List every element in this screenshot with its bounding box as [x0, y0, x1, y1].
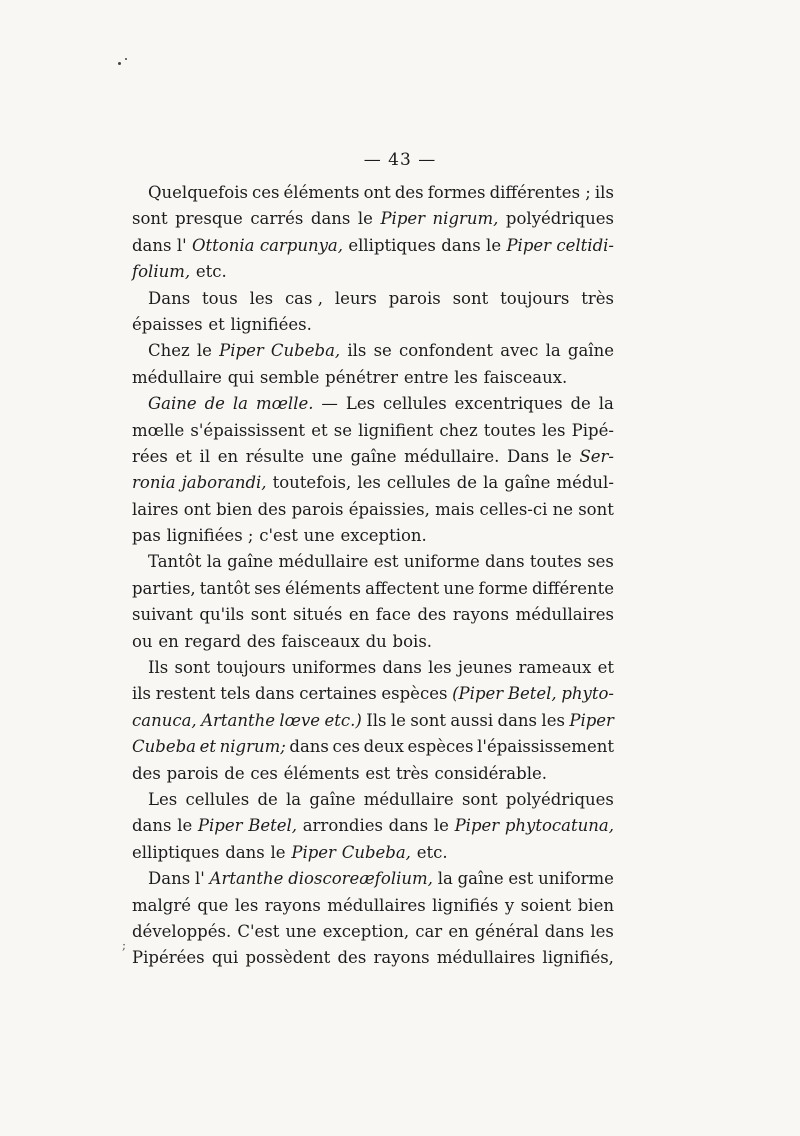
word: tous [202, 288, 238, 308]
word: s'épaississent [190, 420, 306, 440]
word: rameaux [518, 658, 592, 678]
word: toujours [500, 288, 570, 308]
word: dans [485, 552, 525, 572]
word: ou [132, 631, 153, 651]
word: se [373, 341, 392, 361]
word: éléments [285, 578, 361, 598]
italic-word: ronia [132, 473, 176, 493]
word: des [394, 183, 424, 202]
word: — [321, 394, 338, 414]
word: lignifiées ; [166, 526, 254, 546]
text-line [132, 576, 614, 602]
word: etc. [416, 842, 448, 862]
word: il [199, 446, 211, 466]
text-line [132, 312, 614, 338]
word: avec [500, 341, 539, 361]
word: la [545, 341, 561, 361]
word: Ils [366, 710, 387, 730]
word: bien [216, 499, 253, 519]
text-line [132, 893, 614, 919]
text-line [132, 470, 614, 496]
word: car [415, 921, 443, 941]
text-line [132, 945, 614, 971]
italic-word: canuca, [132, 710, 197, 730]
italic-word: folium, [132, 262, 191, 282]
word: est [508, 869, 534, 889]
word: le [177, 816, 193, 836]
word: uniforme [538, 869, 614, 889]
word: parois [388, 288, 441, 308]
word: gaîne [309, 789, 356, 809]
word: sont [250, 605, 287, 625]
word: ces [250, 763, 278, 783]
word: qu'ils [199, 605, 245, 625]
italic-word: Cubeba [132, 737, 196, 757]
text-line [132, 418, 614, 444]
italic-word: dioscoreæfolium, [288, 869, 433, 889]
word: suivant [132, 605, 193, 625]
text-line [132, 787, 614, 813]
word: une [303, 526, 335, 546]
word: gaîne [567, 341, 614, 361]
word: formes [427, 183, 486, 202]
word: la [483, 473, 499, 493]
word: C'est [237, 921, 280, 941]
word: faisceaux [281, 631, 360, 651]
word: Pipérées [132, 948, 205, 968]
word: ces [252, 183, 280, 202]
word: entre [403, 367, 449, 387]
word: le [433, 816, 449, 836]
word: l' [176, 235, 187, 255]
word: ont [183, 499, 211, 519]
word: l' [194, 869, 205, 889]
word: la [206, 552, 222, 572]
word: médullaires [327, 895, 426, 915]
word: tantôt [199, 578, 251, 598]
word: une [443, 578, 475, 598]
text-line [132, 919, 614, 945]
word: mœlle [132, 420, 185, 440]
word: les [428, 658, 452, 678]
word: aussi [450, 710, 494, 730]
word: sont [174, 658, 211, 678]
word: dans [255, 684, 295, 704]
word: médullaires [436, 948, 536, 968]
text-line [132, 391, 614, 417]
text-line [132, 734, 614, 760]
word: espèces [381, 684, 448, 704]
word: de [456, 473, 478, 493]
text-line [132, 286, 614, 312]
text-line [132, 259, 614, 285]
word: forme [478, 578, 528, 598]
word: ont [363, 183, 391, 202]
italic-word: Piper [569, 710, 614, 730]
word: lignifient [358, 420, 434, 440]
word: de [257, 789, 278, 809]
word: dans [132, 816, 172, 836]
text-line [132, 813, 614, 839]
word: épaisses [132, 314, 203, 334]
word: médullaires [515, 605, 614, 625]
word: très [581, 288, 614, 308]
italic-word: Ottonia [192, 235, 255, 255]
ink-speck [125, 58, 127, 60]
word: gaîne [227, 552, 274, 572]
word: chez [439, 420, 478, 440]
word: ses [254, 578, 281, 598]
italic-word: mœlle. [255, 394, 314, 414]
italic-word: de [204, 394, 225, 414]
word: gaîne [457, 869, 504, 889]
word: carrés [250, 209, 304, 229]
italic-word: Piper [506, 235, 552, 255]
word: médullaire [132, 367, 222, 387]
text-line [132, 523, 614, 549]
word: polyédriques [505, 789, 614, 809]
word: médullaire [363, 789, 454, 809]
word: les [357, 473, 381, 493]
word: Les [345, 394, 376, 414]
word: ils [347, 341, 367, 361]
italic-word: Piper [219, 341, 264, 361]
word: des [417, 605, 447, 625]
word: Dans [148, 869, 191, 889]
word: Ils [148, 658, 169, 678]
word: le [556, 446, 572, 466]
word: considérable. [434, 763, 547, 783]
word: bois. [392, 631, 433, 651]
italic-word: phyto- [561, 684, 614, 704]
italic-word: Cubeba, [270, 341, 341, 361]
text-line [132, 602, 614, 628]
word: parois [166, 763, 219, 783]
text-line [132, 761, 614, 787]
word: rayons [452, 605, 509, 625]
italic-word: Gaine [148, 394, 197, 414]
word: une [285, 921, 317, 941]
text-line [132, 549, 614, 575]
word: en [448, 921, 469, 941]
word: polyédriques [505, 209, 614, 229]
word: y [504, 895, 515, 915]
word: excentriques [454, 394, 563, 414]
italic-word: etc.) [324, 710, 362, 730]
word: en [348, 605, 370, 625]
word: jeunes [457, 658, 513, 678]
word: le [486, 235, 502, 255]
word: du [365, 631, 387, 651]
word: ne [552, 499, 574, 519]
italic-word: Betel, [507, 684, 557, 704]
word: c'est [259, 526, 298, 546]
word: des [246, 631, 276, 651]
word: les [541, 710, 565, 730]
italic-word: et [199, 737, 216, 757]
word: Pipé- [571, 420, 614, 440]
word: faisceaux. [483, 367, 568, 387]
word: restent [155, 684, 216, 704]
word: soient [520, 895, 572, 915]
italic-word: nigrum, [432, 209, 499, 229]
word: l'épaississement [477, 737, 614, 757]
italic-word: Cubeba, [341, 842, 411, 862]
word: et [311, 420, 328, 440]
italic-word: phytocatuna, [504, 816, 614, 836]
word: ils [132, 684, 152, 704]
italic-word: Artanthe [209, 869, 284, 889]
word: parois [291, 499, 344, 519]
word: général [474, 921, 539, 941]
word: différente [531, 578, 614, 598]
word: parties, [132, 578, 196, 598]
word: éléments [283, 183, 360, 202]
word: qui [227, 367, 255, 387]
word: dans [310, 209, 351, 229]
word: lignifiées. [230, 314, 312, 334]
word: les [590, 921, 614, 941]
word: dans [497, 710, 538, 730]
word: le [196, 341, 212, 361]
word: cellules [185, 789, 250, 809]
text-line [132, 444, 614, 470]
word: une [311, 446, 343, 466]
word: Dans [148, 288, 191, 308]
word: dans [132, 235, 172, 255]
word: de [570, 394, 591, 414]
word: toutes [483, 420, 536, 440]
word: est [373, 552, 399, 572]
word: ces [332, 737, 360, 757]
word: espèces [407, 737, 474, 757]
text-line [132, 338, 614, 364]
text-line [132, 866, 614, 892]
italic-word: Betel, [248, 816, 298, 836]
word: exception. [340, 526, 427, 546]
text-line [132, 840, 614, 866]
ink-speck [118, 62, 121, 65]
word: Dans [506, 446, 550, 466]
word: cellules [383, 394, 447, 414]
word: possèdent [245, 948, 331, 968]
text-line [132, 708, 614, 734]
italic-word: Piper [197, 816, 243, 836]
word: leurs [334, 288, 377, 308]
word: regard [184, 631, 242, 651]
italic-word: la [232, 394, 249, 414]
word: face [375, 605, 411, 625]
word: est [365, 763, 391, 783]
word: des [257, 499, 287, 519]
word: éléments [283, 763, 360, 783]
word: Quelquefois [148, 183, 248, 202]
text-line [132, 180, 614, 206]
word: la [437, 869, 453, 889]
word: médullaire [278, 552, 369, 572]
word: sont [410, 710, 447, 730]
word: cas , [284, 288, 323, 308]
word: ses [587, 552, 614, 572]
word: et [208, 314, 225, 334]
word: différentes ; [489, 183, 591, 202]
word: se [333, 420, 352, 440]
word: résulte [245, 446, 305, 466]
italic-word: Piper [291, 842, 336, 862]
word: qui [211, 948, 239, 968]
word: que [197, 895, 229, 915]
italic-word: jaborandi, [181, 473, 267, 493]
word: certaines [299, 684, 377, 704]
word: les [249, 288, 274, 308]
word: toutefois, [272, 473, 352, 493]
italic-word: lœve [279, 710, 321, 730]
word: situés [293, 605, 343, 625]
word: tels [220, 684, 251, 704]
italic-word: Piper [454, 816, 500, 836]
word: dans [544, 921, 585, 941]
word: le [390, 710, 406, 730]
word: pénétrer [325, 367, 399, 387]
italic-word: (Piper [452, 684, 504, 704]
word: lignifiés, [542, 948, 614, 968]
word: uniformes [291, 658, 377, 678]
text-line [132, 206, 614, 232]
word: dans [388, 816, 429, 836]
word: sont [578, 499, 614, 519]
word: les [541, 420, 566, 440]
word: Chez [148, 341, 190, 361]
word: sont [132, 209, 168, 229]
word: celles-ci [479, 499, 548, 519]
word: dans [225, 842, 265, 862]
word: cellules [386, 473, 451, 493]
word: Les [148, 789, 178, 809]
word: de [224, 763, 245, 783]
word: affectent [365, 578, 440, 598]
word: gaîne [504, 473, 551, 493]
word: mais [435, 499, 475, 519]
word: ils [594, 183, 614, 202]
page-number: — 43 — [363, 150, 437, 170]
word: la [598, 394, 614, 414]
word: les [234, 895, 259, 915]
body-text [132, 180, 614, 972]
word: bien [577, 895, 614, 915]
text-line [132, 655, 614, 681]
word: toutes [529, 552, 582, 572]
text-line [132, 233, 614, 259]
word: rayons [373, 948, 430, 968]
text-line [132, 681, 614, 707]
italic-word: nigrum; [219, 737, 286, 757]
word: rayons [264, 895, 321, 915]
word: elliptiques [132, 842, 220, 862]
word: épaissies, [348, 499, 430, 519]
word: médul- [556, 473, 614, 493]
word: pas [132, 526, 161, 546]
italic-word: carpunya, [259, 235, 344, 255]
word: en [217, 446, 239, 466]
word: les [454, 367, 478, 387]
word: malgré [132, 895, 191, 915]
word: deux [363, 737, 404, 757]
word: la [286, 789, 302, 809]
word: lignifiés [432, 895, 499, 915]
text-line [132, 629, 614, 655]
word: presque [175, 209, 243, 229]
word: très [396, 763, 429, 783]
word: laires [132, 499, 179, 519]
margin-mark: ; [122, 938, 127, 952]
word: arrondies [302, 816, 383, 836]
word: elliptiques [348, 235, 436, 255]
italic-word: celtidi- [556, 235, 614, 255]
word: le [357, 209, 373, 229]
word: rées [132, 446, 168, 466]
word: etc. [195, 262, 227, 282]
word: semble [259, 367, 320, 387]
word: développés. [132, 921, 232, 941]
word: dans [382, 658, 422, 678]
word: toujours [216, 658, 286, 678]
italic-word: Artanthe [201, 710, 275, 730]
text-line [132, 365, 614, 391]
word: uniforme [403, 552, 480, 572]
italic-word: Piper [380, 209, 426, 229]
word: en [158, 631, 179, 651]
word: Tantôt [148, 552, 202, 572]
text-line [132, 497, 614, 523]
word: exception, [322, 921, 410, 941]
word: des [132, 763, 161, 783]
word: confondent [398, 341, 494, 361]
word: et [597, 658, 614, 678]
word: gaîne [350, 446, 397, 466]
word: dans [441, 235, 481, 255]
word: sont [461, 789, 498, 809]
word: des [337, 948, 367, 968]
word: dans [289, 737, 329, 757]
word: le [270, 842, 286, 862]
word: sont [452, 288, 489, 308]
italic-word: Ser- [579, 446, 614, 466]
word: et [175, 446, 192, 466]
word: médullaire. [404, 446, 500, 466]
